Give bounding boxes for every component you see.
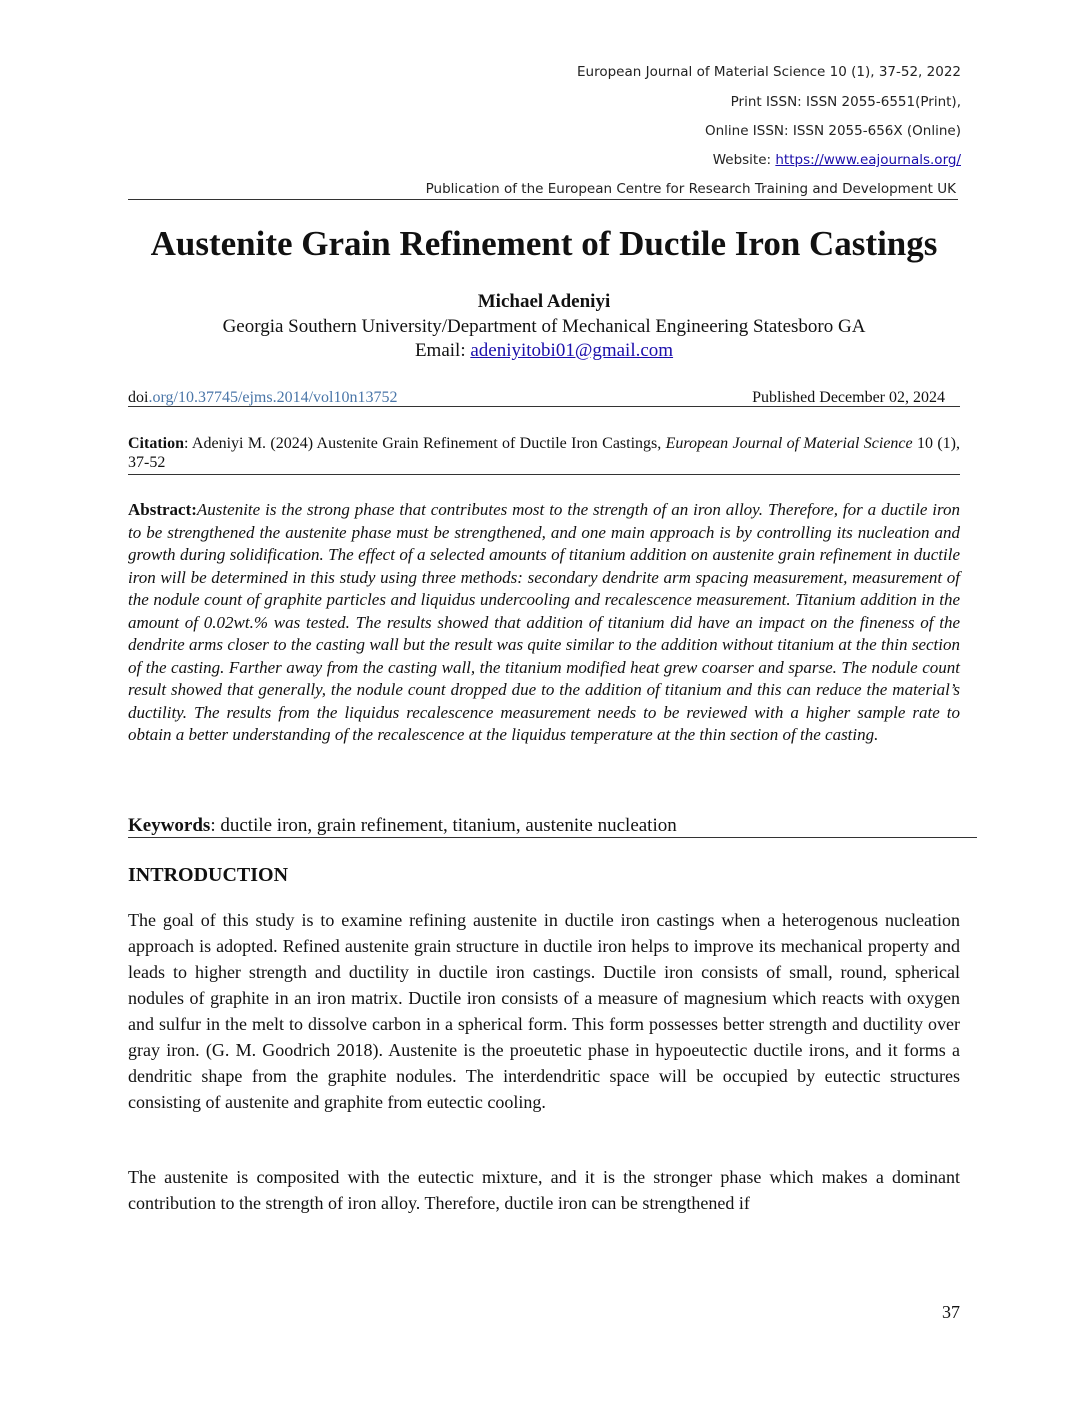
paper-title: Austenite Grain Refinement of Ductile Iron Castings — [150, 224, 938, 263]
website-line — [713, 152, 961, 168]
abstract-label: Abstract: — [128, 500, 197, 519]
citation-text: : Adeniyi M. (2024) Austenite Grain Refinement of Ductile Iron Castings, — [184, 435, 666, 452]
online-issn: Online ISSN: ISSN 2055-656X (Online) — [704, 123, 961, 139]
introduction-heading: INTRODUCTION — [128, 864, 289, 886]
email-label: Email: — [414, 340, 471, 361]
introduction-paragraph-2: The austenite is composited with the eutectic mixture, and it is the stronger phase which makes a dominant contribution to the strength of iron alloy. Therefore, ductile iron can be strengthened if — [128, 1167, 960, 1213]
citation-journal: European Journal of Material Science — [665, 435, 913, 452]
citation-tail: 10 (1), 37-52 — [128, 435, 960, 471]
keywords-rule — [128, 837, 977, 838]
doi-line — [128, 389, 398, 407]
keywords-label: Keywords — [128, 815, 211, 836]
abstract-text: Austenite is the strong phase that contributes most to the strength of an iron alloy. Therefore, for a ductile iron to be strengthened the austenite phase must be strengthened, and one main approach is by controlling its nucleation and growth during solidification. The effect of a selected amounts of titanium addition on austenite grain refinement in ductile iron will be determined in this study using three methods: secondary dendrite arm spacing measurement, measurement of the nodule count of graphite particles and liquidus undercooling and recalescence measurement. Titanium addition in the amount of 0.02wt.% was tested. The results showed that addition of titanium did have an impact on the fineness of the dendrite arms closer to the casting wall but the result was quite similar to the addition without titanium at the thin section of the casting. Farther away from the casting wall, the titanium modified heat grew coarser and sparse. The nodule count result showed that generally, the nodule count dropped due to the addition of titanium and this can reduce the material’s ductility. The results from the liquidus recalescence measurement needs to be reviewed with a higher sample rate to obtain a better understanding of the recalescence at the liquidus temperature at the thin section of the casting. — [128, 500, 960, 744]
keywords-text: : ductile iron, grain refinement, titanium, austenite nucleation — [210, 815, 677, 836]
print-issn: Print ISSN: ISSN 2055-6551(Print), — [730, 94, 961, 110]
doi-prefix: doi — [128, 389, 149, 406]
citation-rule — [128, 474, 960, 475]
introduction-paragraph-1: The goal of this study is to examine refining austenite in ductile iron castings when a heterogenous nucleation approach is adopted. Refined austenite grain structure in ductile iron helps to improve its mechanical property and leads to higher strength and ductility in ductile iron castings. Ductile iron consists of small, round, spherical nodules of graphite in an iron matrix. Ductile iron consists of a measure of magnesium which reacts with oxygen and sulfur in the melt to dissolve carbon in a spherical form. This form possesses better strength and ductility over gray iron. (G. M. Goodrich 2018). Austenite is the proeutetic phase in hypoeutectic ductile irons, and it forms a dendritic shape from the graphite nodules. The interdendritic space will be occupied by eutectic structures consisting of austenite and graphite from eutectic cooling. — [128, 910, 960, 1112]
citation — [128, 434, 960, 472]
header-rule — [128, 199, 958, 200]
keywords — [128, 815, 677, 837]
author-affiliation: Georgia Southern University/Department of Mechanical Engineering Statesboro GA — [222, 316, 866, 337]
page-number: 37 — [942, 1302, 960, 1322]
abstract — [128, 499, 960, 747]
published-date: Published December 02, 2024 — [752, 389, 945, 406]
publisher-line: Publication of the European Centre for Research Training and Development UK — [425, 181, 956, 197]
journal-reference: European Journal of Material Science 10 (1), 37-52, 2022 — [577, 64, 961, 80]
doi-link[interactable]: .org/10.37745/ejms.2014/vol10n13752 — [148, 389, 398, 406]
author-name: Michael Adeniyi — [477, 291, 611, 312]
author-email-line — [0, 340, 1088, 362]
email-link[interactable]: adeniyitobi01@gmail.com — [470, 340, 674, 361]
website-label: Website: — [712, 152, 776, 168]
website-link[interactable]: https://www.eajournals.org/ — [775, 152, 961, 168]
citation-label: Citation — [128, 435, 184, 452]
doi-rule — [128, 406, 960, 407]
